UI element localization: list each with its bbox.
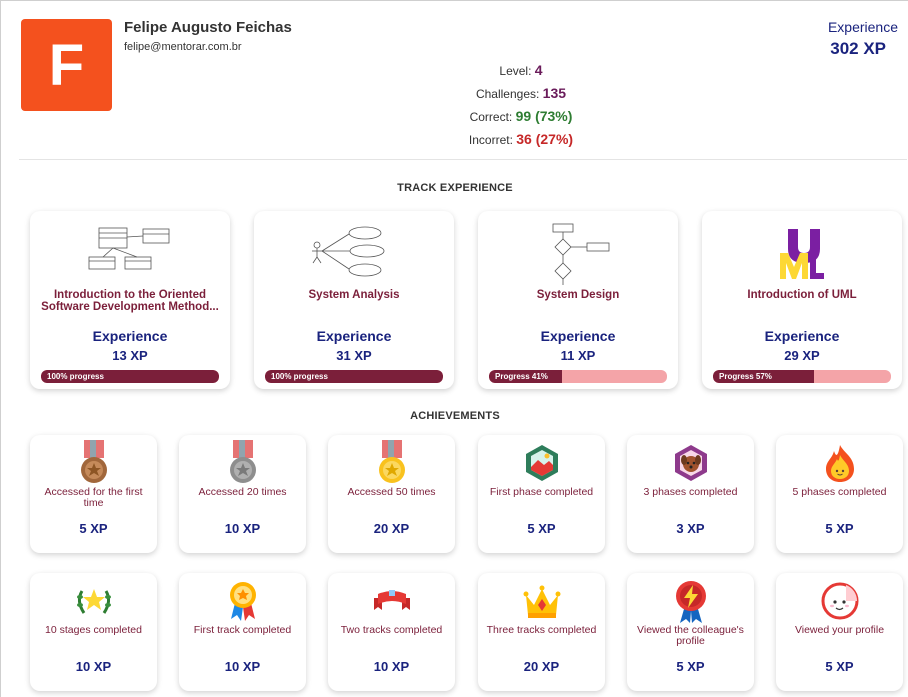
- stat-level: Level: 4: [499, 62, 543, 78]
- progress-bar: [41, 370, 219, 383]
- achievement-name: Viewed your profile: [794, 624, 885, 636]
- achievement-card[interactable]: [627, 435, 754, 553]
- achievement-xp: 5 XP: [527, 521, 556, 536]
- progress-bar: [713, 370, 891, 383]
- achievement-card[interactable]: [776, 573, 903, 691]
- progress-bar: [265, 370, 443, 383]
- user-email: felipe@mentorar.com.br: [124, 41, 242, 53]
- track-experience-label: Experience: [316, 328, 392, 344]
- laurel-star-icon: [30, 577, 157, 625]
- uml-logo-icon: [702, 223, 902, 289]
- achievement-xp: 10 XP: [75, 659, 112, 674]
- stats-panel: [441, 59, 601, 151]
- stat-incorrect-value: 36 (27%): [516, 131, 574, 147]
- achievements-title: ACHIEVEMENTS: [410, 410, 500, 422]
- achievement-name: Two tracks completed: [340, 624, 443, 636]
- progress-bar: [489, 370, 667, 383]
- avatar: [21, 19, 112, 111]
- stat-challenges: Challenges: 135: [475, 85, 567, 101]
- achievement-name: Accessed 50 times: [347, 486, 436, 498]
- flame-icon: [776, 439, 903, 487]
- stat-level-value: 4: [534, 62, 543, 78]
- achievement-name: Viewed the colleague's profile: [637, 624, 744, 647]
- achievement-xp: 10 XP: [224, 659, 261, 674]
- achievement-name: First track completed: [193, 624, 292, 636]
- track-xp: 13 XP: [112, 348, 148, 363]
- track-experience-label: Experience: [764, 328, 840, 344]
- bronze-medal-icon: [30, 439, 157, 487]
- achievement-name: Accessed for the first time: [44, 486, 143, 509]
- stat-challenges-value: 135: [542, 85, 567, 101]
- track-name: Introduction of UML: [747, 289, 857, 301]
- stat-incorrect: Incorret: 36 (27%): [468, 131, 574, 147]
- flowchart-icon: [478, 223, 678, 289]
- avatar-initial: F: [48, 32, 85, 98]
- achievement-card[interactable]: [328, 573, 455, 691]
- track-name: Introduction to the Oriented Software Development Method...: [41, 289, 219, 313]
- user-name: Felipe Augusto Feichas: [124, 19, 292, 36]
- lightning-medal-icon: [627, 577, 754, 625]
- rosette-icon: [179, 577, 306, 625]
- track-experience-label: Experience: [540, 328, 616, 344]
- achievement-card[interactable]: [478, 573, 605, 691]
- ribbon-banner-icon: [328, 577, 455, 625]
- track-xp: 11 XP: [560, 348, 596, 363]
- achievement-xp: 5 XP: [79, 521, 108, 536]
- achievement-card[interactable]: [179, 435, 306, 553]
- track-name: System Analysis: [308, 289, 400, 301]
- progress-label: 100% progress: [47, 372, 104, 381]
- achievement-card[interactable]: [328, 435, 455, 553]
- track-experience-title: TRACK EXPERIENCE: [397, 182, 513, 194]
- achievement-xp: 10 XP: [373, 659, 410, 674]
- silver-medal-icon: [179, 439, 306, 487]
- progress-label: 100% progress: [271, 372, 328, 381]
- achievement-xp: 3 XP: [676, 521, 705, 536]
- track-name: System Design: [536, 289, 620, 301]
- achievement-name: First phase completed: [489, 486, 594, 498]
- landscape-badge-icon: [478, 439, 605, 487]
- achievement-name: Accessed 20 times: [198, 486, 287, 498]
- track-xp: 29 XP: [784, 348, 820, 363]
- achievement-name: Three tracks completed: [486, 624, 597, 636]
- class-diagram-icon: [30, 223, 230, 289]
- achievement-xp: 10 XP: [224, 521, 261, 536]
- progress-label: Progress 41%: [495, 372, 548, 381]
- achievement-card[interactable]: [179, 573, 306, 691]
- track-experience-label: Experience: [92, 328, 168, 344]
- achievement-xp: 20 XP: [523, 659, 560, 674]
- achievement-xp: 5 XP: [825, 521, 854, 536]
- track-card[interactable]: [478, 211, 678, 389]
- use-case-diagram-icon: [254, 223, 454, 289]
- achievement-card[interactable]: [478, 435, 605, 553]
- achievement-xp: 5 XP: [676, 659, 705, 674]
- track-card[interactable]: [30, 211, 230, 389]
- divider: [19, 159, 907, 160]
- achievement-name: 10 stages completed: [45, 624, 142, 636]
- achievement-xp: 20 XP: [373, 521, 410, 536]
- track-xp: 31 XP: [336, 348, 372, 363]
- gold-medal-icon: [328, 439, 455, 487]
- achievement-name: 5 phases completed: [792, 486, 887, 498]
- progress-label: Progress 57%: [719, 372, 772, 381]
- sticker-face-icon: [776, 577, 903, 625]
- achievement-card[interactable]: [30, 435, 157, 553]
- track-card[interactable]: [702, 211, 902, 389]
- achievement-name: 3 phases completed: [643, 486, 738, 498]
- crown-icon: [478, 577, 605, 625]
- stat-correct-value: 99 (73%): [515, 108, 573, 124]
- track-card[interactable]: [254, 211, 454, 389]
- experience-value: 302 XP: [830, 39, 886, 58]
- achievement-card[interactable]: [30, 573, 157, 691]
- achievement-card[interactable]: [776, 435, 903, 553]
- stat-correct: Correct: 99 (73%): [469, 108, 573, 124]
- achievement-card[interactable]: [627, 573, 754, 691]
- achievement-xp: 5 XP: [825, 659, 854, 674]
- dog-badge-icon: [627, 439, 754, 487]
- experience-label: Experience: [827, 19, 898, 35]
